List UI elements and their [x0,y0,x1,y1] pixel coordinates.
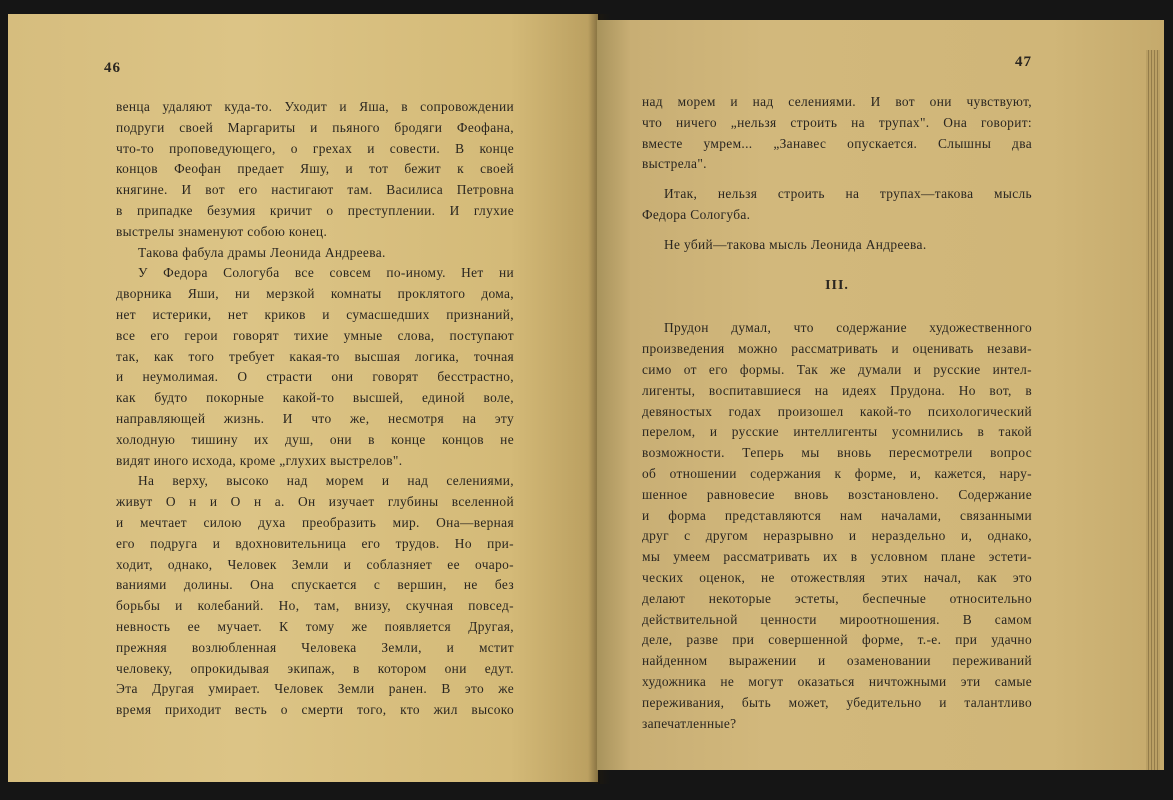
text-line: Федора Сологуба. [642,206,751,222]
text-line: и неумолимая. О страсти они говорят бесстрастно, [116,369,514,385]
text-line: живут О н и О н а. Он изучает глубины вселенной [116,494,514,510]
text-line: Такова фабула драмы Леонида Андреева. [138,244,386,260]
text-line: Прудон думал, что содержание художественного [664,320,1032,336]
text-line: и мечтает силою духа преобразить мир. Она—верная [116,514,514,530]
page-edges [1146,50,1160,770]
text-line: борьбы и колебаний. Но, там, внизу, скучная повсед- [116,598,514,614]
text-line: найденном выражении и озаменовании переживаний [642,653,1032,669]
text-line: все его герои говорят тихие умные слова, поступают [116,327,514,343]
text-line: человеку, опрокидывая экипаж, в котором они едут. [116,660,514,676]
text-line: над морем и над селениями. И вот они чувствуют, [642,94,1032,109]
text-line: друг с другом неразрывно и нераздельно и, однако, [642,528,1032,544]
text-line: деле, разве при совершенной форме, т.-е. при удачно [642,632,1032,648]
text-line: княгине. И вот его настигают там. Василиса Петровна [116,182,514,198]
right-page [597,20,1164,770]
text-line: ходит, однако, Человек Земли и соблазняет ее очаро- [116,556,514,572]
text-line: перелом, и русские интеллигенты усомнились в такой [642,424,1032,440]
text-line: дворника Яши, ни мерзкой комнаты проклятого дома, [116,286,514,302]
text-line: ваниями долины. Она спускается с вершин, не без [116,577,514,593]
text-line: девяностых годах произошел какой-то психологический [642,403,1032,419]
text-line: действительной ценности мироотношения. В самом [642,611,1032,627]
text-line: что ничего „нельзя строить на трупах". Она говорит: [642,114,1032,130]
text-line: как будто покорные какой-то высшей, единой воле, [116,390,514,406]
text-line: Не убий—такова мысль Леонида Андреева. [664,236,927,252]
text-line: Эта Другая умирает. Человек Земли ранен. В это же [116,681,514,697]
text-line: так, как того требует какая-то высшая логика, точная [116,348,514,364]
text-line: Итак, нельзя строить на трупах—такова мысль [664,186,1032,202]
text-line: в припадке безумия кричит о преступлении. И глухие [116,202,514,218]
text-line: об отношении содержания к форме, и, кажется, нару- [642,465,1032,481]
text-line: невность ее мучает. К тому же появляется Другая, [116,618,514,634]
left-page-text [116,97,514,721]
page-number-left: 46 [104,60,121,76]
text-line: На верху, высоко над морем и над селениями, [138,473,514,489]
text-line: что-то проповедующего, о грехах и совести. В конце [116,140,514,156]
text-line: время приходит весть о смерти того, кто жил высоко [116,702,514,718]
text-line: лигенты, воспитавшиеся на идеях Прудона. Но вот, в [642,382,1032,398]
text-line: концов Феофан предает Яшу, и тот бежит к своей [116,161,514,177]
text-line: У Федора Сологуба все совсем по-иному. Нет ни [138,265,514,281]
right-page-text [642,92,1032,734]
text-line: возможности. Теперь мы вновь пересмотрели вопрос [642,445,1032,461]
text-line: делают некоторые эстеты, беспечные относительно [642,590,1032,606]
text-line: вместе умрем... „Занавес опускается. Слышны два [642,135,1032,151]
section-heading: III. [825,277,849,293]
page-number-right: 47 [1015,54,1032,70]
left-page [8,14,598,782]
text-line: запечатленные? [642,715,737,731]
text-line: симо от его формы. Так же думали и русские интел- [642,361,1032,377]
text-line: его подруга и вдохновительница его трудов. Но при- [116,535,514,551]
text-line: подруги своей Маргариты и пьяного бродяги Феофана, [116,119,514,135]
text-line: художника не могут оказаться ничтожными эти самые [642,673,1032,689]
text-line: выстрела". [642,156,707,172]
text-line: мы умеем рассматривать их в условном плане эстети- [642,549,1032,565]
text-line: холодную тишину их душ, они в конце концов не [116,431,514,447]
text-line: видят иного исхода, кроме „глухих выстрелов". [116,452,403,468]
text-line: выстрелы знаменуют собою конец. [116,223,328,239]
text-line: и форма представляются нам началами, связанными [642,507,1032,523]
text-line: переживания, быть может, убедительно и талантливо [642,694,1032,710]
text-line: нет истерики, нет криков и сумасшедших признаний, [116,306,514,322]
text-line: шенное равновесие вновь возстановлено. Содержание [642,486,1032,502]
text-line: ческих оценок, не отожествляя этих начал, как это [642,569,1032,585]
text-line: произведения можно рассматривать и оценивать незави- [642,341,1032,357]
text-line: прежняя возлюбленная Человека Земли, и мстит [116,639,514,655]
text-line: направляющей жизнь. И что же, несмотря на эту [116,410,514,426]
text-line: венца удаляют куда-то. Уходит и Яша, в сопровождении [116,99,514,114]
